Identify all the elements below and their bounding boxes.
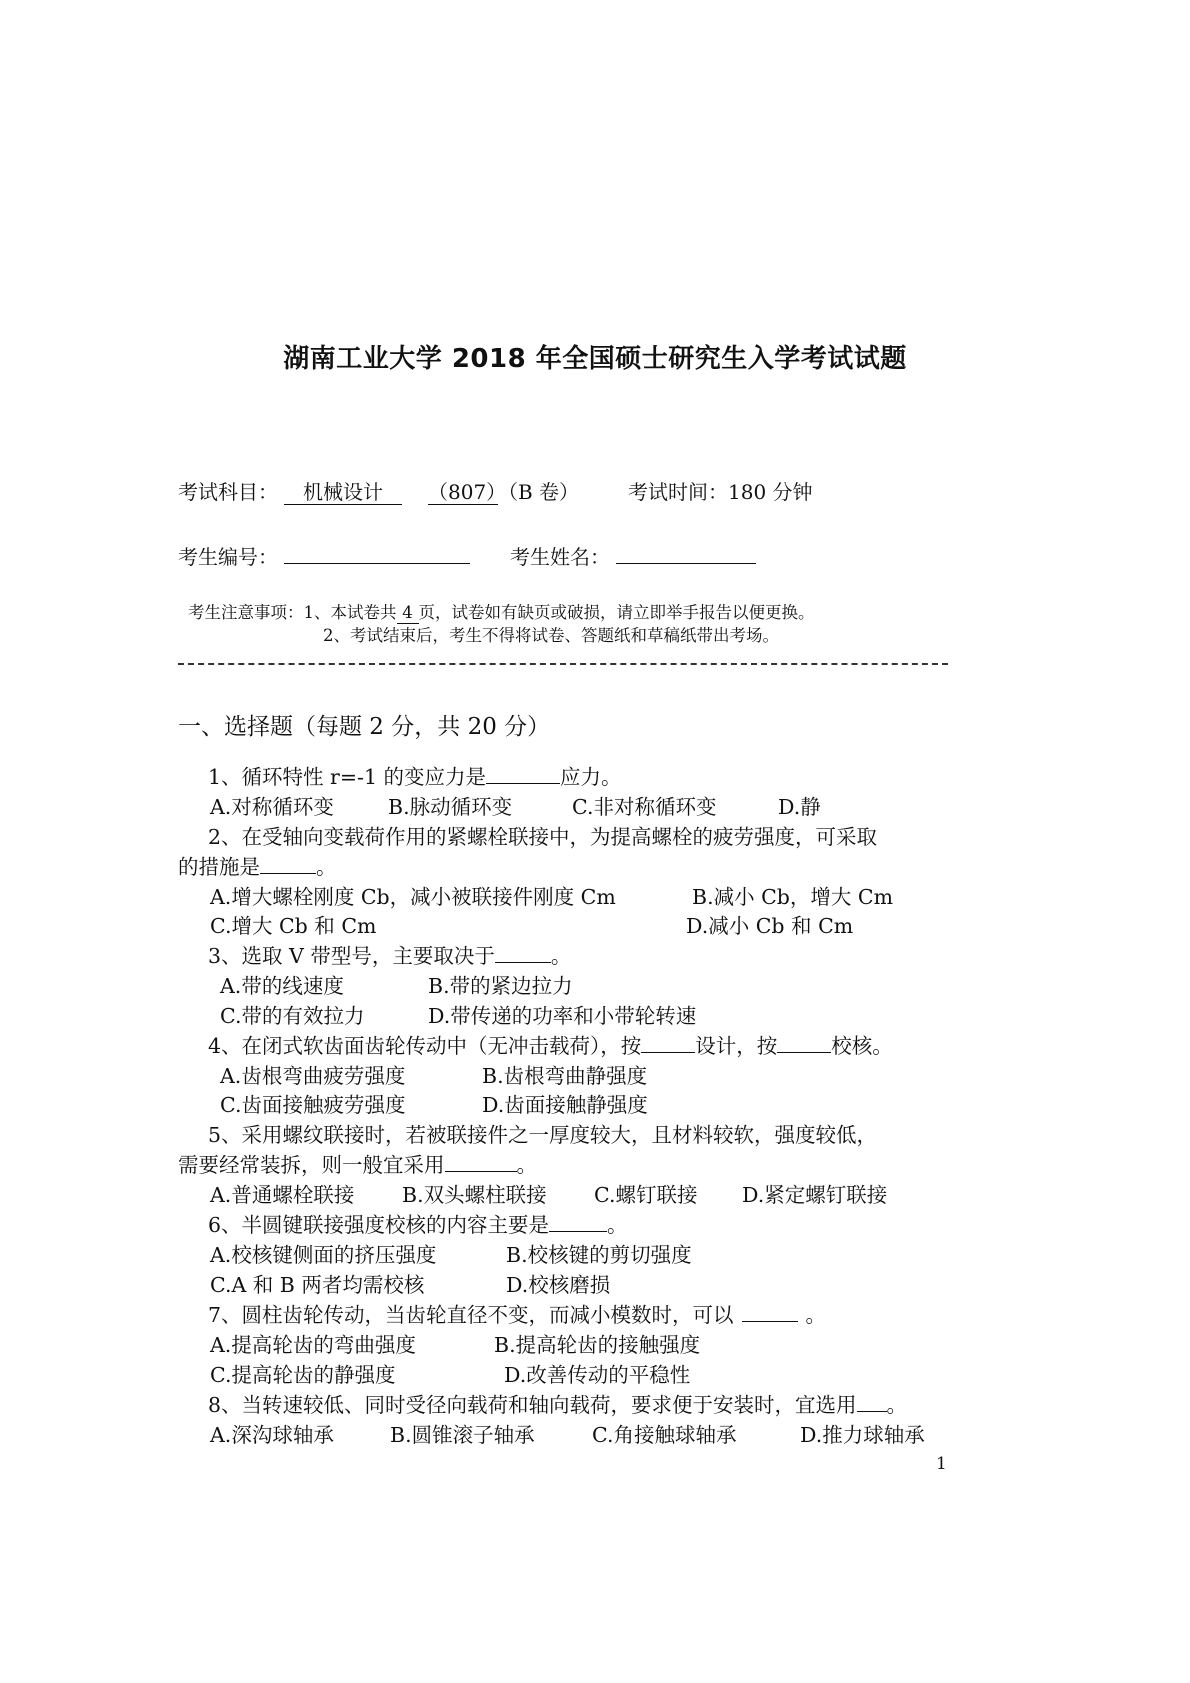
question-2-stem-line-2 (178, 850, 337, 880)
notes-line-1-text-b: 页，试卷如有缺页或破损，请立即举手报告以便更换。 (418, 603, 815, 622)
question-5-text-a: 需要经常装拆，则一般宜采用 (178, 1153, 445, 1177)
question-5-stem-line-2 (178, 1148, 537, 1178)
notes-line-1-text-a: 1、本试卷共 (303, 603, 397, 622)
question-2-text-a: 的措施是 (178, 855, 260, 879)
student-id-field (284, 545, 470, 564)
question-3-blank (495, 944, 551, 963)
page-title: 湖南工业大学 2018 年全国硕士研究生入学考试试题 (283, 344, 907, 374)
question-1-text-b: 应力。 (560, 765, 622, 789)
question-6-blank (549, 1213, 607, 1232)
exam-time: 考试时间：180 分钟 (628, 480, 813, 504)
notes-line-2: 2、考试结束后，考生不得将试卷、答题纸和草稿纸带出考场。 (323, 626, 779, 645)
question-6-option-c: C.A 和 B 两者均需校核 (210, 1273, 425, 1297)
question-8-stem (208, 1388, 907, 1418)
question-4-option-d: D.齿面接触静强度 (482, 1093, 648, 1117)
question-5-option-b: B.双头螺柱联接 (402, 1183, 547, 1207)
question-6-text-a: 6、半圆键联接强度校核的内容主要是 (208, 1213, 550, 1237)
question-1-option-c: C.非对称循环变 (572, 795, 717, 819)
question-5-text-b: 。 (516, 1153, 537, 1177)
question-3-stem (208, 939, 571, 969)
question-2-option-a: A.增大螺栓刚度 Cb，减小被联接件刚度 Cm (210, 885, 616, 909)
question-2-stem-line-1: 2、在受轴向变载荷作用的紧螺栓联接中，为提高螺栓的疲劳强度，可采取 (208, 825, 878, 849)
question-5-option-d: D.紧定螺钉联接 (742, 1183, 888, 1207)
question-4-text-b: 设计，按 (695, 1034, 778, 1058)
subject-code: （807） (428, 480, 507, 504)
student-name-row (510, 541, 756, 570)
question-4-stem (208, 1029, 893, 1059)
subject-value: 机械设计 (284, 481, 402, 505)
student-name-field (616, 545, 756, 564)
question-7-option-c: C.提高轮齿的静强度 (210, 1363, 396, 1387)
notes-prefix: 考生注意事项： (188, 603, 304, 622)
section-divider (178, 663, 948, 665)
question-3-text-b: 。 (550, 944, 572, 968)
question-1-blank (486, 765, 560, 784)
question-7-stem (208, 1298, 826, 1328)
question-6-text-b: 。 (607, 1213, 628, 1237)
question-8-option-d: D.推力球轴承 (800, 1423, 925, 1447)
question-6-option-b: B.校核键的剪切强度 (506, 1243, 692, 1267)
question-3-option-b: B.带的紧边拉力 (428, 974, 573, 998)
question-7-text-a: 7、圆柱齿轮传动，当齿轮直径不变，而减小模数时，可以 (208, 1303, 734, 1327)
question-6-stem (208, 1208, 628, 1238)
question-2-blank (260, 855, 316, 874)
student-id-row (178, 541, 470, 570)
question-8-blank (857, 1393, 887, 1412)
question-4-text-a: 4、在闭式软齿面齿轮传动中（无冲击载荷），按 (208, 1034, 642, 1058)
question-7-text-b: 。 (805, 1303, 827, 1327)
question-5-option-c: C.螺钉联接 (594, 1183, 698, 1207)
exam-subject-row (178, 476, 579, 505)
question-5-option-a: A.普通螺栓联接 (210, 1183, 355, 1207)
question-7-blank (742, 1303, 798, 1322)
question-5-blank (445, 1153, 517, 1172)
question-7-option-d: D.改善传动的平稳性 (504, 1363, 691, 1387)
page-number: 1 (936, 1454, 947, 1474)
paper-version: （B 卷） (498, 480, 580, 504)
question-8-text-a: 8、当转速较低、同时受径向载荷和轴向载荷，要求便于安装时，宜选用 (208, 1393, 857, 1417)
student-id-label: 考生编号： (178, 545, 278, 569)
question-2-text-b: 。 (316, 855, 337, 879)
question-3-option-a: A.带的线速度 (220, 974, 344, 998)
question-8-text-b: 。 (886, 1393, 908, 1417)
question-4-text-c: 校核。 (831, 1034, 893, 1058)
question-1-option-b: B.脉动循环变 (388, 795, 513, 819)
question-7-option-b: B.提高轮齿的接触强度 (494, 1333, 701, 1357)
question-4-option-c: C.齿面接触疲劳强度 (220, 1093, 406, 1117)
question-3-option-c: C.带的有效拉力 (220, 1004, 365, 1028)
question-2-option-c: C.增大 Cb 和 Cm (210, 914, 377, 938)
question-1-option-a: A.对称循环变 (210, 795, 334, 819)
question-7-option-a: A.提高轮齿的弯曲强度 (210, 1333, 416, 1357)
question-2-option-d: D.减小 Cb 和 Cm (686, 914, 854, 938)
question-1-option-d: D.静 (778, 795, 821, 819)
student-name-label: 考生姓名： (510, 545, 610, 569)
notes-page-count: 4 (397, 604, 419, 624)
section-heading: 一、选择题（每题 2 分，共 20 分） (178, 714, 551, 740)
question-6-option-a: A.校核键侧面的挤压强度 (210, 1243, 437, 1267)
question-3-option-d: D.带传递的功率和小带轮转速 (428, 1004, 697, 1028)
question-1-stem (208, 760, 622, 790)
question-6-option-d: D.校核磨损 (506, 1273, 611, 1297)
question-1-text-a: 1、循环特性 r=-1 的变应力是 (208, 765, 487, 789)
question-2-option-b: B.减小 Cb，增大 Cm (692, 885, 894, 909)
question-4-option-b: B.齿根弯曲静强度 (482, 1064, 648, 1088)
question-3-text-a: 3、选取 V 带型号，主要取决于 (208, 944, 495, 968)
notes-line-1 (188, 599, 815, 624)
question-4-blank-2 (777, 1034, 831, 1053)
question-5-stem-line-1: 5、采用螺纹联接时，若被联接件之一厚度较大，且材料较软，强度较低， (208, 1123, 878, 1147)
question-8-option-a: A.深沟球轴承 (210, 1423, 334, 1447)
subject-label: 考试科目： (178, 480, 278, 504)
question-4-option-a: A.齿根弯曲疲劳强度 (220, 1064, 406, 1088)
question-4-blank-1 (641, 1034, 695, 1053)
question-8-option-b: B.圆锥滚子轴承 (390, 1423, 535, 1447)
question-8-option-c: C.角接触球轴承 (592, 1423, 737, 1447)
